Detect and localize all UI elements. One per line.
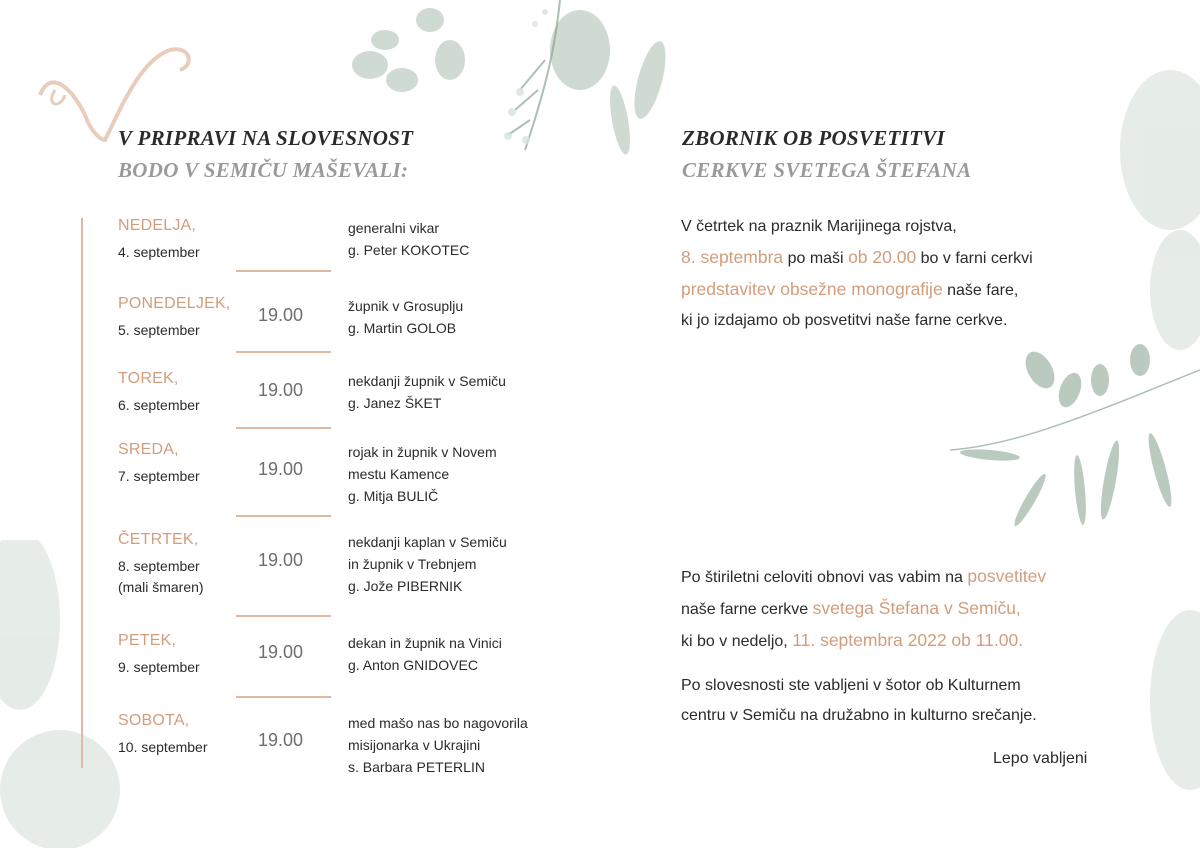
mass-celebrant bbox=[348, 217, 469, 261]
row-separator bbox=[236, 515, 331, 517]
day-label: TOREK, bbox=[118, 370, 179, 387]
schedule-heading-line1: V PRIPRAVI NA SLOVESNOST bbox=[118, 126, 414, 150]
mass-time: 19.00 bbox=[258, 305, 304, 325]
date-text: 8. september bbox=[118, 558, 200, 574]
text-span: Po štiriletni celoviti obnovi vas vabim na bbox=[681, 569, 968, 586]
closing-greeting: Lepo vabljeni bbox=[993, 750, 1088, 767]
monograph-heading-line2: CERKVE SVETEGA ŠTEFANA bbox=[682, 158, 972, 182]
text-line bbox=[681, 274, 1151, 306]
mass-celebrant bbox=[348, 712, 528, 778]
mass-time: 19.00 bbox=[258, 380, 304, 400]
date-label: 4. september bbox=[118, 244, 200, 260]
mass-time: 19.00 bbox=[258, 550, 304, 570]
desc-line: g. Jože PIBERNIK bbox=[348, 578, 463, 594]
date-label: 5. september bbox=[118, 322, 200, 338]
desc-line: dekan in župnik na Vinici bbox=[348, 635, 502, 651]
day-label: PONEDELJEK, bbox=[118, 295, 231, 312]
desc-line: generalni vikar bbox=[348, 220, 440, 236]
row-separator bbox=[236, 615, 331, 617]
mass-time: 19.00 bbox=[258, 730, 304, 750]
text-line bbox=[681, 593, 1151, 625]
row-separator bbox=[236, 270, 331, 272]
mass-celebrant bbox=[348, 531, 507, 597]
highlight-event: predstavitev obsežne monografije bbox=[681, 279, 943, 299]
text-line bbox=[681, 625, 1151, 657]
mass-time: 19.00 bbox=[258, 459, 304, 479]
text-line: Po slovesnosti ste vabljeni v šotor ob Kulturnem bbox=[681, 677, 1021, 694]
date-label: 10. september bbox=[118, 739, 208, 755]
monograph-announcement bbox=[681, 212, 1151, 336]
date-label: 9. september bbox=[118, 659, 200, 675]
row-separator bbox=[236, 351, 331, 353]
text-line: V četrtek na praznik Marijinega rojstva, bbox=[681, 218, 957, 235]
mass-time: 19.00 bbox=[258, 642, 304, 662]
day-label: PETEK, bbox=[118, 632, 177, 649]
text-line bbox=[681, 561, 1151, 593]
desc-line: g. Mitja BULIČ bbox=[348, 488, 439, 504]
monograph-heading-line1: ZBORNIK OB POSVETITVI bbox=[682, 126, 946, 150]
monograph-heading bbox=[682, 128, 971, 181]
desc-line: g. Janez ŠKET bbox=[348, 395, 442, 411]
day-label: SREDA, bbox=[118, 441, 179, 458]
day-label: ČETRTEK, bbox=[118, 531, 199, 548]
celebration-invitation bbox=[681, 671, 1151, 731]
desc-line: g. Martin GOLOB bbox=[348, 320, 457, 336]
desc-line: med mašo nas bo nagovorila bbox=[348, 715, 528, 731]
schedule-heading-line2: BODO V SEMIČU MAŠEVALI: bbox=[118, 158, 409, 182]
mass-celebrant bbox=[348, 441, 497, 507]
desc-line: g. Peter KOKOTEC bbox=[348, 242, 470, 258]
highlight-date: 11. septembra 2022 ob 11.00. bbox=[792, 630, 1024, 650]
text-line: centru v Semiču na družabno in kulturno srečanje. bbox=[681, 707, 1037, 724]
day-label: SOBOTA, bbox=[118, 712, 190, 729]
text-span: ki bo v nedeljo, bbox=[681, 633, 793, 650]
text-span: naše fare, bbox=[942, 282, 1019, 299]
schedule-vertical-line bbox=[81, 218, 83, 768]
desc-line: nekdanji župnik v Semiču bbox=[348, 373, 506, 389]
desc-line: g. Anton GNIDOVEC bbox=[348, 657, 478, 673]
desc-line: in župnik v Trebnjem bbox=[348, 556, 477, 572]
text-line: ki jo izdajamo ob posvetitvi naše farne cerkve. bbox=[681, 312, 1008, 329]
desc-line: s. Barbara PETERLIN bbox=[348, 759, 485, 775]
day-label: NEDELJA, bbox=[118, 217, 197, 234]
mass-celebrant bbox=[348, 370, 506, 414]
highlight-event: posvetitev bbox=[967, 566, 1047, 586]
mass-celebrant bbox=[348, 295, 463, 339]
text-span: naše farne cerkve bbox=[681, 601, 813, 618]
desc-line: nekdanji kaplan v Semiču bbox=[348, 534, 507, 550]
desc-line: rojak in župnik v Novem bbox=[348, 444, 497, 460]
consecration-invitation bbox=[681, 561, 1151, 657]
text-line bbox=[681, 242, 1151, 274]
schedule-heading bbox=[118, 128, 413, 181]
mass-celebrant bbox=[348, 632, 502, 676]
desc-line: mestu Kamence bbox=[348, 466, 450, 482]
date-note: (mali šmaren) bbox=[118, 579, 204, 595]
row-separator bbox=[236, 696, 331, 698]
date-label: 6. september bbox=[118, 397, 200, 413]
date-label bbox=[118, 556, 204, 598]
text-span: bo v farni cerkvi bbox=[916, 250, 1033, 267]
highlight-time: ob 20.00 bbox=[848, 247, 917, 267]
highlight-date: 8. septembra bbox=[681, 247, 784, 267]
text-span: po maši bbox=[783, 250, 849, 267]
desc-line: misijonarka v Ukrajini bbox=[348, 737, 481, 753]
highlight-church: svetega Štefana v Semiču, bbox=[812, 598, 1021, 618]
desc-line: župnik v Grosuplju bbox=[348, 298, 464, 314]
date-label: 7. september bbox=[118, 468, 200, 484]
row-separator bbox=[236, 427, 331, 429]
